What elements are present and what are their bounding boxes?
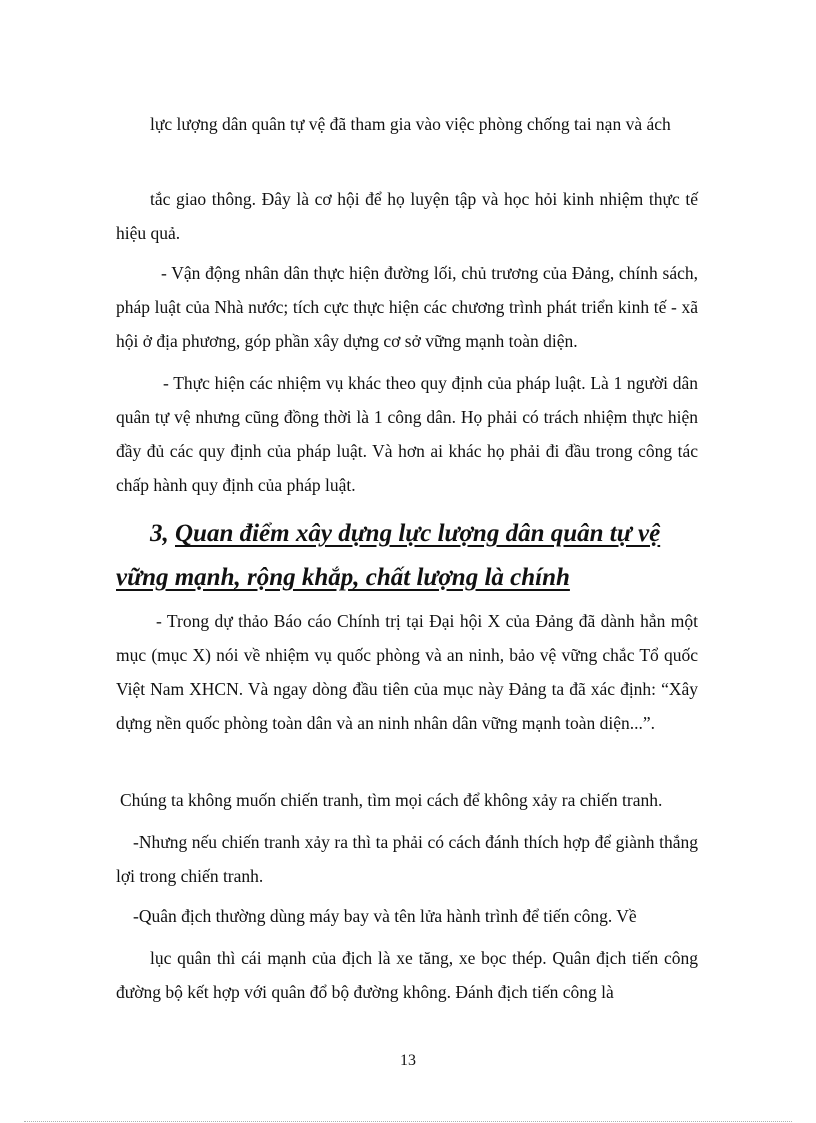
paragraph-5: - Trong dự thảo Báo cáo Chính trị tại Đại hội X của Đảng đã dành hẳn một mục (mục X) nói về nhiệm vụ quốc phòng và an ninh, bảo vệ vững chắc Tổ quốc Việt Nam XHCN. Và ngay dòng đầu tiên của mục này Đảng ta đã xác định: “Xây dựng nền quốc phòng toàn dân và an ninh nhân dân vững mạnh toàn diện...”. — [116, 611, 698, 733]
paragraph-3: - Vận động nhân dân thực hiện đường lối, chủ trương của Đảng, chính sách, pháp luật của Nhà nước; tích cực thực hiện các chương trình phát triển kinh tế - xã hội ở địa phương, góp phần xây dựng cơ sở vững mạnh toàn diện. — [116, 263, 698, 351]
page-number: 13 — [400, 1052, 416, 1069]
paragraph-6: Chúng ta không muốn chiến tranh, tìm mọi cách để không xảy ra chiến tranh. — [120, 790, 663, 810]
paragraph-8: -Quân địch thường dùng máy bay và tên lửa hành trình để tiến công. Về — [133, 906, 637, 926]
section-heading-number: 3, — [150, 520, 175, 547]
paragraph-7: -Nhưng nếu chiến tranh xảy ra thì ta phải có cách đánh thích hợp để giành thắng lợi trong chiến tranh. — [116, 832, 698, 886]
page-bottom-divider — [24, 1121, 792, 1122]
paragraph-9: lục quân thì cái mạnh của địch là xe tăng, xe bọc thép. Quân địch tiến công đường bộ kết hợp với quân đổ bộ đường không. Đánh địch tiến công là — [116, 948, 698, 1002]
paragraph-4: - Thực hiện các nhiệm vụ khác theo quy định của pháp luật. Là 1 người dân quân tự vệ nhưng cũng đồng thời là 1 công dân. Họ phải có trách nhiệm thực hiện đầy đủ các quy định của pháp luật. Và hơn ai khác họ phải đi đầu trong công tác chấp hành quy định của pháp luật. — [116, 373, 698, 495]
section-heading-title: Quan điểm xây dựng lực lượng dân quân tự vệ vững mạnh, rộng khắp, chất lượng là chính — [116, 520, 661, 591]
section-heading — [116, 512, 716, 600]
paragraph-2: tắc giao thông. Đây là cơ hội để họ luyện tập và học hỏi kinh nhiệm thực tế hiệu quả. — [116, 189, 698, 243]
paragraph-1: lực lượng dân quân tự vệ đã tham gia vào việc phòng chống tai nạn và ách — [150, 114, 671, 134]
